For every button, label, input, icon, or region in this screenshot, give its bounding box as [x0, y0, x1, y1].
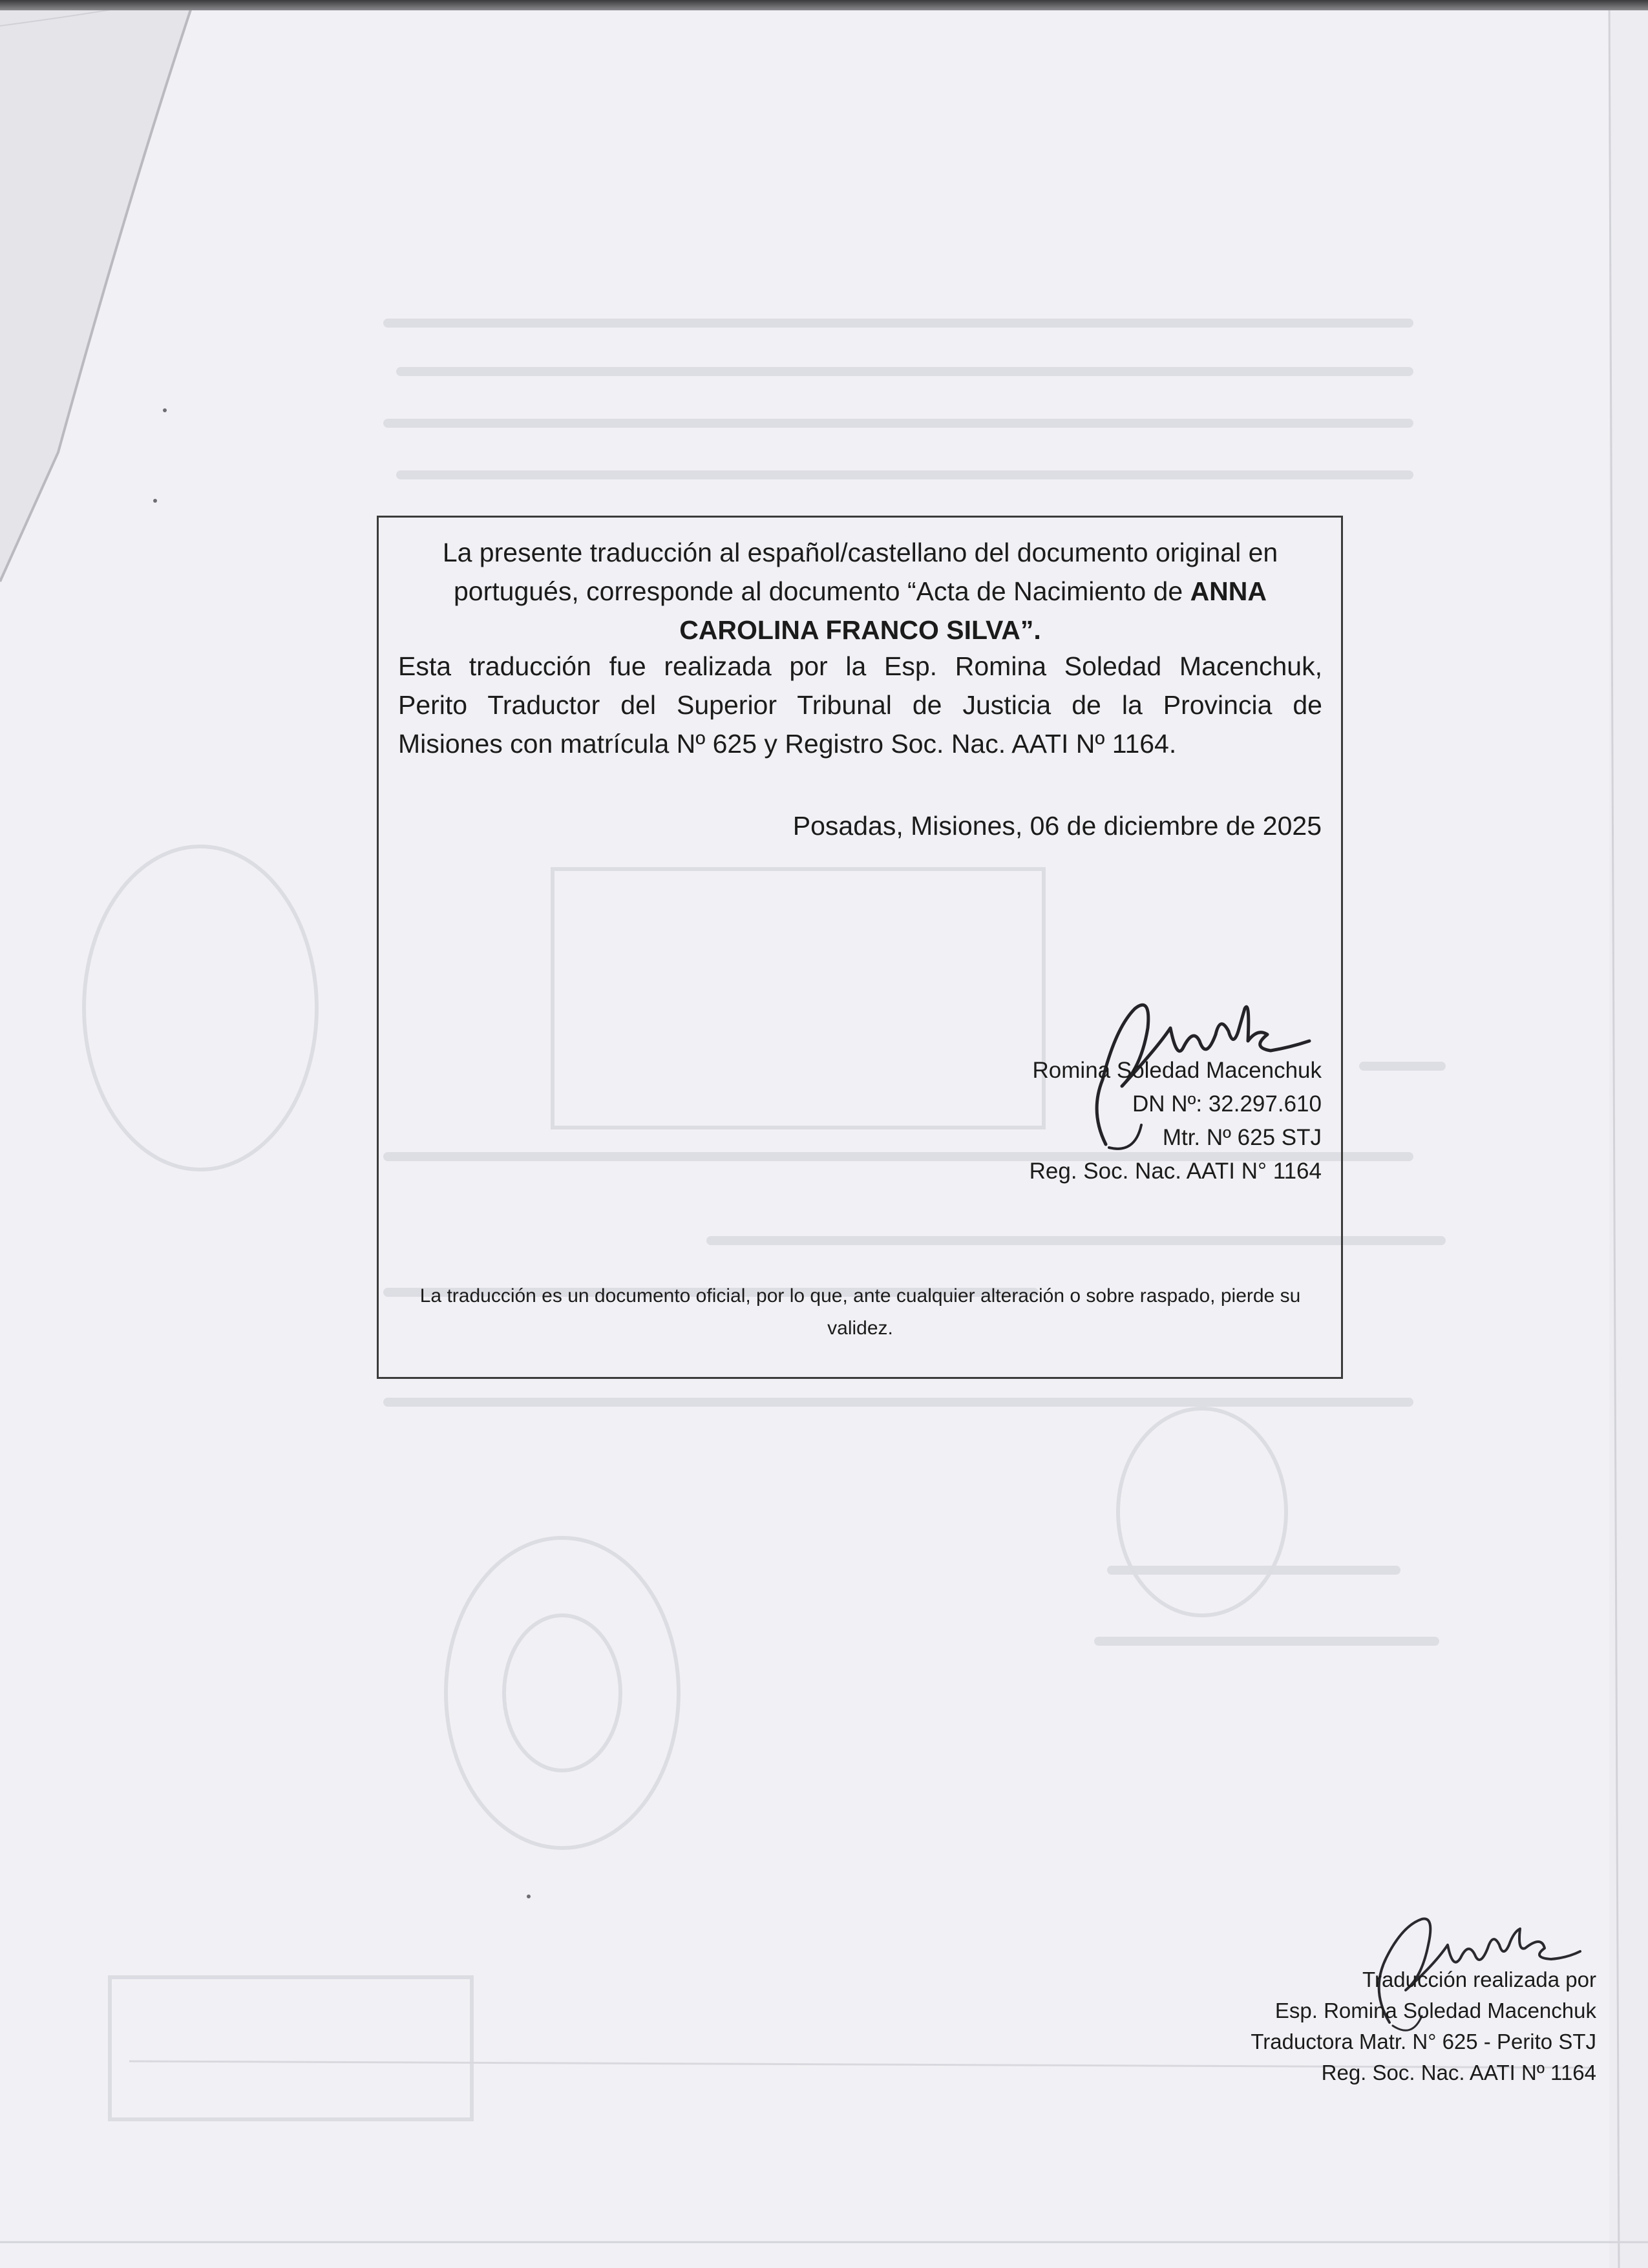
validity-notice: La traducción es un documento oficial, por lo que, ante cualquier alteración o sobre raspado, pierde su validez. [419, 1285, 1301, 1339]
translation-certificate-box [377, 516, 1343, 1379]
corner-stamp-line-1: Traducción realizada por [1362, 1968, 1596, 1991]
place-and-date: Posadas, Misiones, 06 de diciembre de 2025 [792, 811, 1322, 841]
translator-corner-stamp [1251, 1964, 1596, 2088]
certificate-intro-end: ”. [1020, 615, 1041, 645]
certificate-translator-statement [398, 647, 1322, 763]
signer-dni: DN Nº: 32.297.610 [1132, 1091, 1322, 1117]
certificate-intro [398, 533, 1322, 649]
certificate-subject-name: ANNA CAROLINA FRANCO SILVA [679, 576, 1267, 645]
corner-stamp-line-3: Traductora Matr. N° 625 - Perito STJ [1251, 2030, 1596, 2053]
signer-details [1030, 1054, 1322, 1188]
signer-name: Romina Soledad Macenchuk [1032, 1058, 1322, 1083]
certificate-intro-text: La presente traducción al español/castellano del documento original en portugués, corresponde al documento “Acta de Nacimiento de [442, 538, 1278, 606]
corner-stamp-line-2: Esp. Romina Soledad Macenchuk [1274, 1999, 1596, 2022]
corner-stamp-line-4: Reg. Soc. Nac. AATI Nº 1164 [1321, 2061, 1596, 2084]
scan-top-strip [0, 0, 1648, 10]
signer-aati-registry: Reg. Soc. Nac. AATI N° 1164 [1029, 1159, 1322, 1184]
statement-line-2: Perito Traductor del Superior Tribunal de Justicia de la Provincia de [398, 690, 1322, 720]
statement-line-1: Esta traducción fue realizada por la Esp. Romina Soledad Macenchuk, [398, 651, 1322, 681]
statement-line-3: Misiones con matrícula Nº 625 y Registro Soc. Nac. AATI Nº 1164. [398, 729, 1177, 759]
signer-registration-number: Mtr. Nº 625 STJ [1162, 1125, 1322, 1150]
